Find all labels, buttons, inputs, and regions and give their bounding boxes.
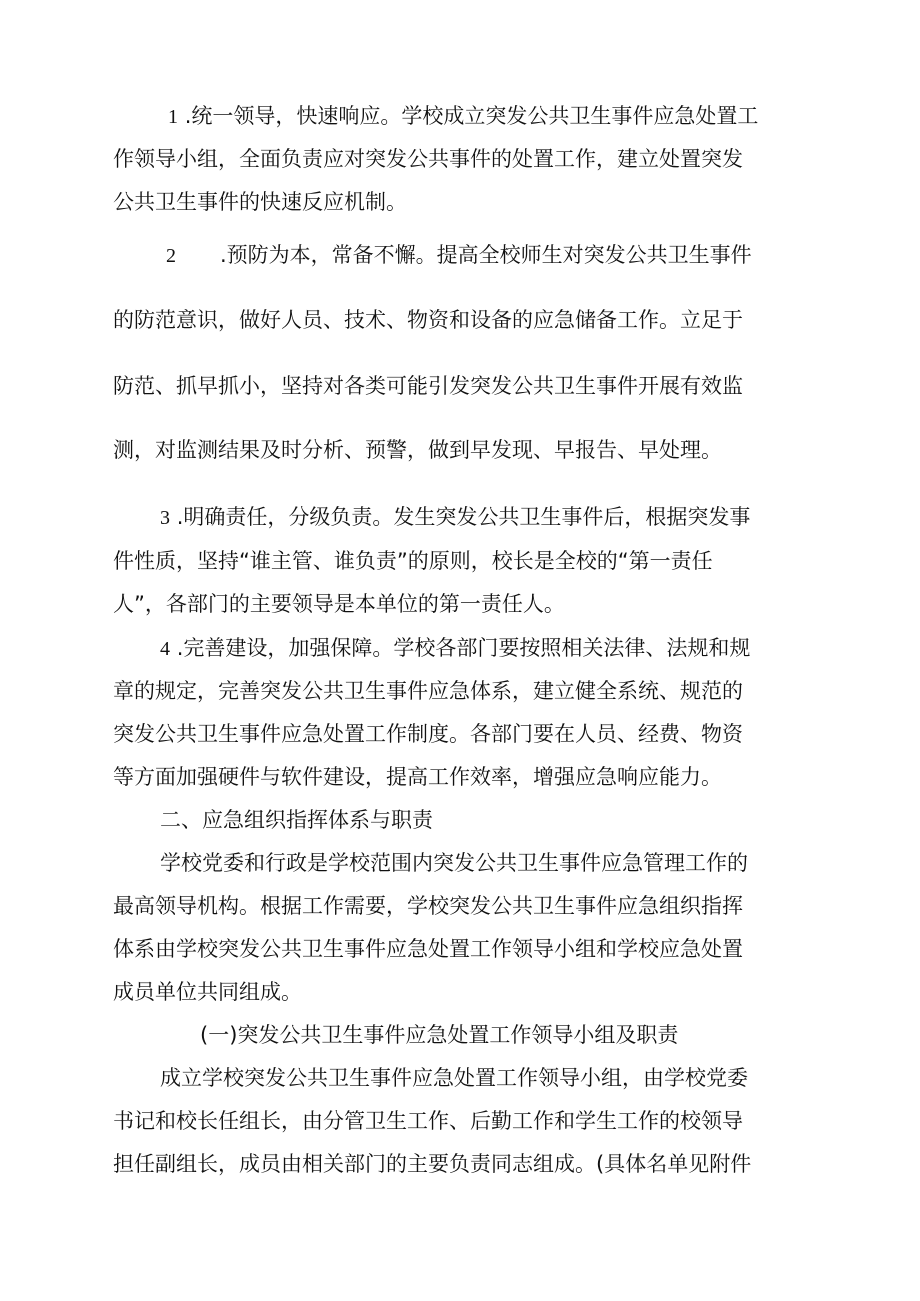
paragraph-4-number: 4	[160, 638, 170, 660]
paragraph-4-line-1-text: .完善建设，加强保障。学校各部门要按照相关法律、法规和规	[176, 636, 751, 660]
section-heading-2: 二、应急组织指挥体系与职责	[160, 808, 433, 832]
paragraph-5-line-4: 成员单位共同组成。	[113, 980, 302, 1004]
paragraph-3-number: 3	[160, 507, 170, 529]
paragraph-6-line-2: 书记和校长任组长，由分管卫生工作、后勤工作和学生工作的校领导	[113, 1109, 743, 1133]
paragraph-1-line-1-text: .统一领导，快速响应。学校成立突发公共卫生事件应急处置工	[184, 104, 759, 128]
paragraph-4-line-3: 突发公共卫生事件应急处置工作制度。各部门要在人员、经费、物资	[113, 722, 743, 746]
paragraph-2-number-text: 2	[166, 245, 176, 267]
paragraph-5-line-2: 最高领导机构。根据工作需要，学校突发公共卫生事件应急组织指挥	[113, 894, 743, 918]
paragraph-6-line-1: 成立学校突发公共卫生事件应急处置工作领导小组，由学校党委	[160, 1066, 748, 1090]
paragraph-6-line-3: 担任副组长，成员由相关部门的主要负责同志组成。(具体名单见附件	[113, 1152, 752, 1176]
paragraph-4-line-1	[160, 633, 750, 664]
paragraph-2-line-2: 的防范意识，做好人员、技术、物资和设备的应急储备工作。立足于	[113, 308, 743, 332]
paragraph-3-line-1	[160, 502, 750, 533]
paragraph-1-line-1	[168, 101, 758, 132]
paragraph-5-line-1: 学校党委和行政是学校范围内突发公共卫生事件应急管理工作的	[160, 851, 748, 875]
paragraph-1-line-3: 公共卫生事件的快速反应机制。	[113, 190, 407, 214]
subsection-heading-1: (一)突发公共卫生事件应急处置工作领导小组及职责	[200, 1023, 679, 1047]
paragraph-2-line-3: 防范、抓早抓小，坚持对各类可能引发突发公共卫生事件开展有效监	[113, 374, 743, 398]
paragraph-5-line-3: 体系由学校突发公共卫生事件应急处置工作领导小组和学校应急处置	[113, 937, 743, 961]
paragraph-2-number	[166, 240, 176, 271]
paragraph-3-line-3: 人”，各部门的主要领导是本单位的第一责任人。	[113, 592, 565, 616]
paragraph-1-number: 1	[168, 106, 178, 128]
paragraph-2-line-4: 测，对监测结果及时分析、预警，做到早发现、早报告、早处理。	[113, 438, 722, 462]
paragraph-4-line-4: 等方面加强硬件与软件建设，提高工作效率，增强应急响应能力。	[113, 765, 722, 789]
paragraph-4-line-2: 章的规定，完善突发公共卫生事件应急体系，建立健全系统、规范的	[113, 679, 743, 703]
paragraph-3-line-1-text: .明确责任，分级负责。发生突发公共卫生事件后，根据突发事	[176, 505, 751, 529]
paragraph-2-line-1: .预防为本，常备不懈。提高全校师生对突发公共卫生事件	[220, 243, 752, 267]
paragraph-1-line-2: 作领导小组，全面负责应对突发公共事件的处置工作，建立处置突发	[113, 147, 743, 171]
paragraph-3-line-2: 件性质，坚持“谁主管、谁负责”的原则，校长是全校的“第一责任	[113, 549, 713, 573]
